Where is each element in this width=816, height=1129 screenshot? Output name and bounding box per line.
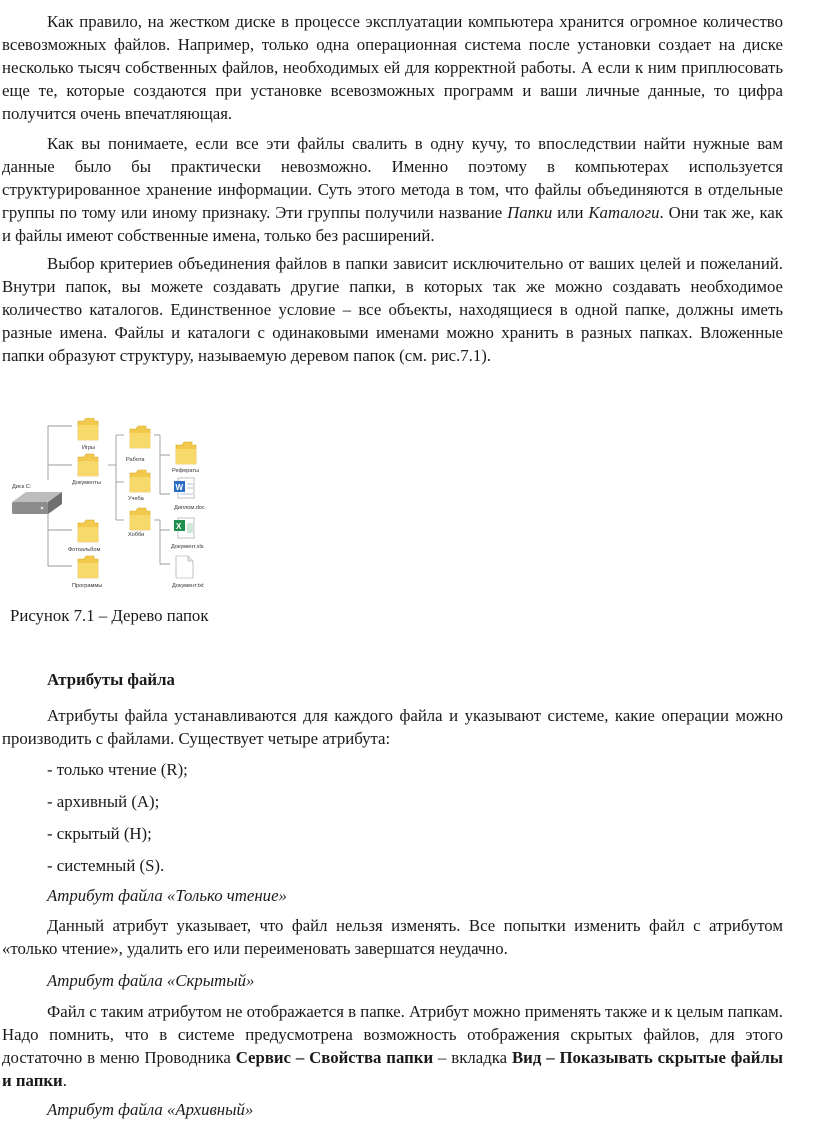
- subheading-archive: Атрибут файла «Архивный»: [47, 1100, 254, 1119]
- folder-tree-diagram: [8, 418, 218, 594]
- text-file-icon: [176, 556, 193, 578]
- label-hobby: Хобби: [128, 532, 145, 538]
- folder-documents-icon: [78, 454, 98, 476]
- folder-reports-icon: [176, 442, 196, 464]
- folder-hobby-icon: [130, 508, 150, 530]
- svg-text:W: W: [175, 483, 184, 492]
- list-item-archive: - архивный (A);: [47, 792, 160, 811]
- folder-study-icon: [130, 470, 150, 492]
- label-photoalbum: Фотоальбом: [68, 547, 101, 553]
- paragraph-folders-part3: . Они так же, как и файлы имеют собственные имена, только без расширений.: [2, 203, 784, 245]
- label-diploma: Диплом.doc: [174, 505, 205, 511]
- list-item-readonly: - только чтение (R);: [47, 760, 188, 779]
- label-disk: Диск C:: [12, 484, 32, 490]
- label-doc-xls: Документ.xls: [171, 544, 204, 550]
- paragraph-intro: Как правило, на жестком диске в процессе эксплуатации компьютера хранится огромное количество всевозможных файлов. Например, только одна операционная система после установки создает на диске несколько тысяч собственных файлов, необходимых ей для корректной работы. А если к ним приплюсовать еще те, которые создаются при установке всевозможных программ и ваши личные данные, то цифра получится очень впечатляющая.: [2, 12, 783, 123]
- paragraph-folders-part1: Как вы понимаете, если все эти файлы свалить в одну кучу, то впоследствии найти нужные вам данные было бы практически невозможно. Именно поэтому в компьютерах используется структурированное хранение информации. Суть этого метода в том, что файлы объединяются в отдельные группы по тому или иному признаку. Эти группы получили название: [2, 134, 783, 222]
- list-item-hidden: - скрытый (H);: [47, 824, 152, 843]
- paragraph-folders-part2: или: [552, 203, 589, 222]
- paragraph-hidden-part1: Файл с таким атрибутом не отображается в папке. Атрибут можно применять также и к целым папкам. Надо помнить, что в системе предусмотрена возможность отображения скрытых файлов, для этого достаточно в меню Проводника: [2, 1002, 783, 1067]
- list-item-system: - системный (S).: [47, 856, 165, 875]
- label-doc-txt: Документ.txt: [172, 583, 204, 589]
- excel-file-icon: [174, 518, 194, 538]
- paragraph-hidden-part3: .: [62, 1071, 67, 1090]
- label-programs: Программы: [72, 583, 103, 589]
- folder-games-icon: [78, 418, 98, 440]
- term-folders: Папки: [507, 203, 553, 222]
- label-work: Работа: [126, 457, 145, 463]
- word-file-icon: [174, 478, 194, 498]
- folder-work-icon: [130, 426, 150, 448]
- folder-programs-icon: [78, 556, 98, 578]
- menu-path-show-hidden: Вид – Показывать скрытые файлы и папки: [2, 1048, 783, 1090]
- label-documents: Документы: [72, 480, 101, 486]
- paragraph-criteria: Выбор критериев объединения файлов в папки зависит исключительно от ваших целей и пожеланий. Внутри папок, вы можете создавать другие папки, в которых так же можно создавать необходимое количество каталогов. Единственное условие – все объекты, находящиеся в одной папке, должны иметь разные имена. Файлы и каталоги с одинаковыми именами можно хранить в разных папках. Вложенные папки образуют структуру, называемую деревом папок (см. рис.7.1).: [2, 254, 783, 365]
- heading-attributes: Атрибуты файла: [47, 670, 175, 689]
- folder-tree-figure: [8, 418, 218, 594]
- tree-lines: [48, 426, 170, 566]
- label-games: Игры: [82, 445, 96, 451]
- folder-photoalbum-icon: [78, 520, 98, 542]
- paragraph-folders: [2, 132, 783, 247]
- disk-icon: [12, 492, 62, 514]
- term-catalogs: Каталоги: [588, 203, 660, 222]
- subheading-readonly: Атрибут файла «Только чтение»: [47, 886, 287, 905]
- paragraph-hidden: [2, 1000, 783, 1092]
- paragraph-attributes-intro: Атрибуты файла устанавливаются для каждого файла и указывают системе, какие операции можно производить с файлами. Существует четыре атрибута:: [2, 706, 783, 748]
- figure-caption: Рисунок 7.1 – Дерево папок: [10, 606, 209, 625]
- menu-path-folder-options: Сервис – Свойства папки: [235, 1048, 434, 1067]
- svg-text:X: X: [176, 522, 182, 531]
- label-reports: Рефераты: [172, 468, 199, 474]
- label-study: Учеба: [128, 496, 144, 502]
- paragraph-readonly: Данный атрибут указывает, что файл нельзя изменять. Все попытки изменить файл с атрибутом «только чтение», удалить его или переименовать завершатся неудачно.: [2, 916, 783, 958]
- subheading-hidden: Атрибут файла «Скрытый»: [47, 971, 255, 990]
- paragraph-hidden-part2: – вкладка: [433, 1048, 512, 1067]
